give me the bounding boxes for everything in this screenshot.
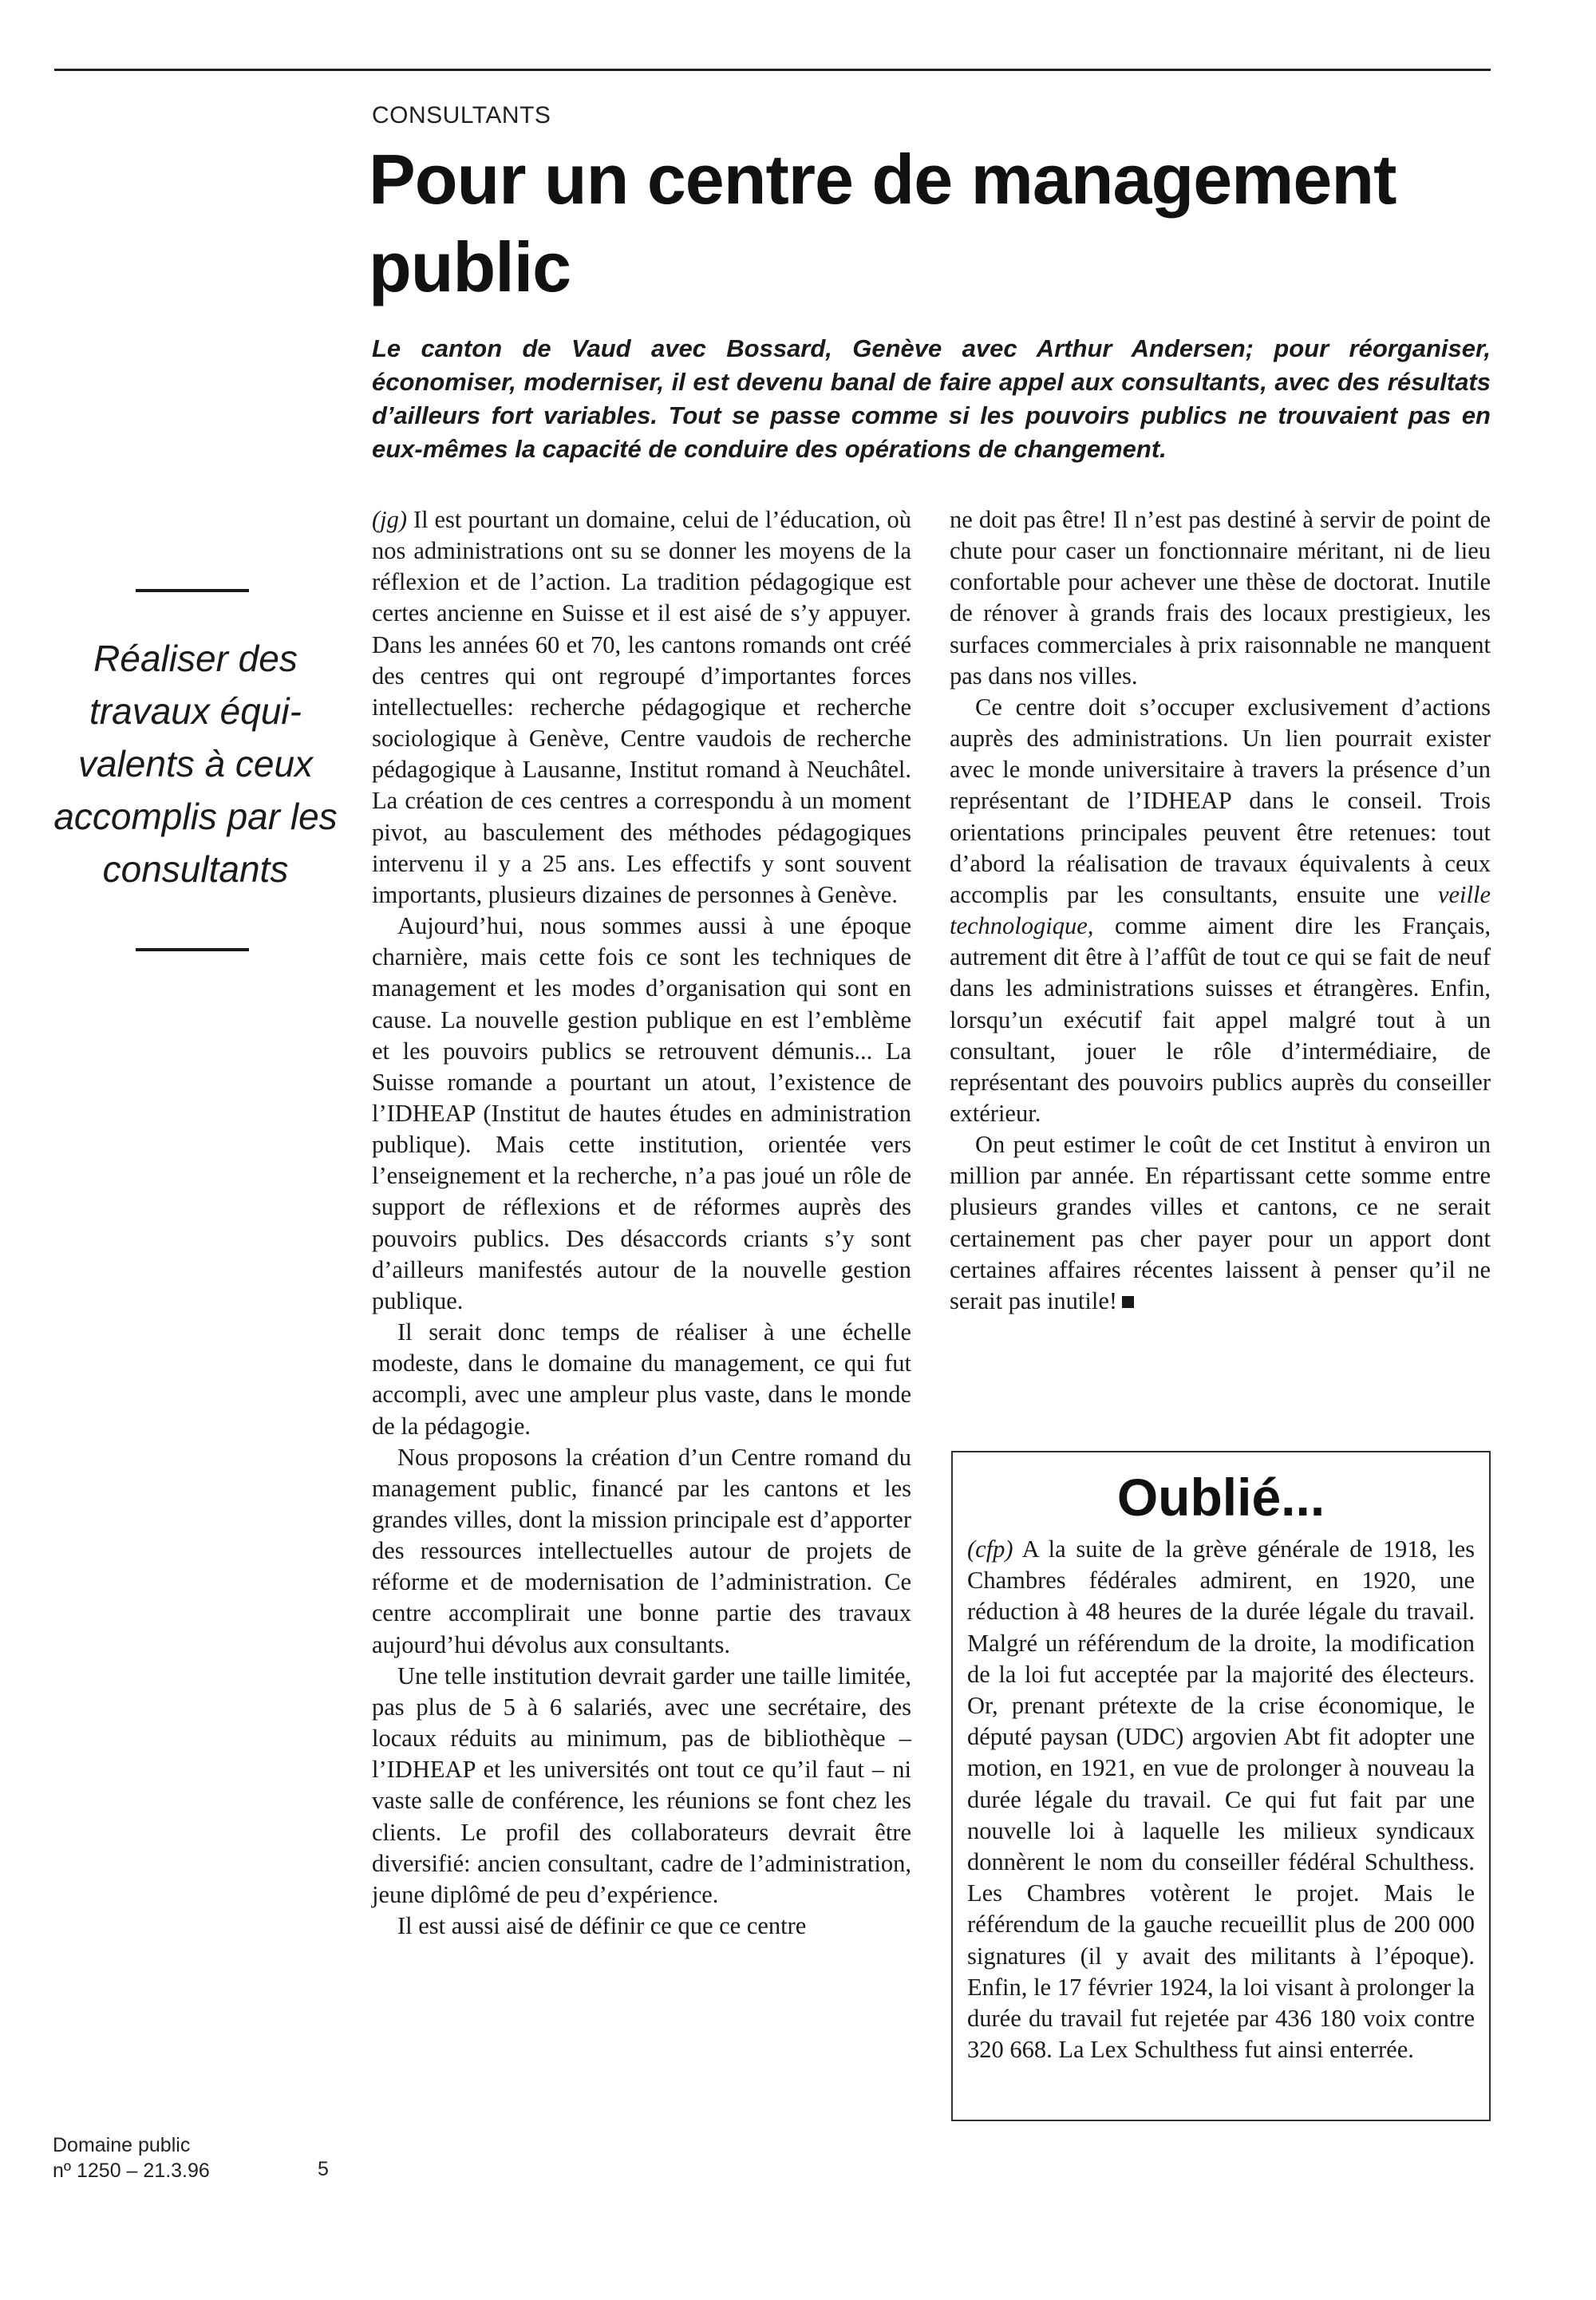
author-initials: (cfp) <box>967 1535 1013 1563</box>
sidebar-box-body: (cfp) A la suite de la grève générale de 1918, les Chambres fédérales admirent, en 1920, une réduction à 48 heures de la durée légale du travail. Malgré un référendum de la droite, la modification de la loi fut acceptée par la majorité des électeurs. Or, prenant prétexte de la crise économique, le député paysan (UDC) argovien Abt fit adopter une motion, en 1921, en vue de prolonger à nouveau la durée légale du travail. Ce qui fut fait par une nouvelle loi à laquelle les milieux syndicaux donnèrent le nom du conseiller fédéral Schulthess. Les Chambres votèrent le projet. Mais le référendum de la gauche recueillit plus de 200 000 signatures (il y avait des militants à l’époque). Enfin, le 17 février 1924, la loi visant à prolonger la durée du travail fut rejetée par 436 180 voix contre 320 668. La Lex Schulthess fut ainsi enterrée. <box>967 1535 1475 2064</box>
publication-name: Domaine public <box>53 2134 191 2156</box>
sidebar-box <box>951 1451 1491 2121</box>
italic-term: veille technologique, <box>950 880 1491 940</box>
sidebar-box-title: Oublié... <box>1116 1468 1325 1527</box>
end-mark-icon <box>1122 1296 1134 1308</box>
footer <box>53 2132 210 2183</box>
article-column-1 <box>372 504 911 1942</box>
article-paragraph: Il serait donc temps de réaliser à une échelle modeste, dans le domaine du management, ce qui fut accompli, avec une ampleur plus vaste, dans le monde de la pédagogie. <box>372 1318 911 1440</box>
article-paragraph: ne doit pas être! Il n’est pas destiné à servir de point de chute pour caser un fonctionnaire méritant, ni de lieu confortable pour achever une thèse de doctorat. Inutile de rénover à grands frais des locaux prestigieux, les surfaces commerciales à prix raisonnable ne manquent pas dans nos villes. <box>950 506 1491 690</box>
article-paragraph: On peut estimer le coût de cet Institut à environ un million par année. En répartissant cette somme entre plusieurs grandes villes et cantons, ce ne serait certainement pas cher payer pour un apport dont certaines affaires récentes laissent à penser qu’il ne serait pas inutile! <box>950 1131 1491 1314</box>
pull-quote: Réaliser des travaux équi-valents à ceux accomplis par les consultants <box>53 638 338 890</box>
article-title: Pour un centre de management public <box>369 140 1396 306</box>
article-paragraph: Une telle institution devrait garder une taille limitée, pas plus de 5 à 6 salariés, avec une secrétaire, des locaux réduits au minimum, pas de bibliothèque – l’IDHEAP et les universités ont tout ce qu’il faut – ni vaste salle de conférence, les réunions se font chez les clients. Le profil des collaborateurs devrait être diversifié: ancien consultant, cadre de l’administration, jeune diplômé de peu d’expérience. <box>372 1662 911 1908</box>
author-initials: (jg) <box>372 506 408 533</box>
top-rule <box>54 69 1491 71</box>
pull-quote-rule-top <box>136 589 249 592</box>
section-kicker: CONSULTANTS <box>372 102 551 128</box>
pull-quote-rule-bottom <box>136 948 249 951</box>
article-paragraph: Ce centre doit s’occuper exclusivement d’actions auprès des administrations. Un lien pourrait exister avec le monde universitaire à travers la présence d’un représentant de l’IDHEAP dans le conseil. Trois orientations principales peuvent être retenues: tout d’abord la réalisation de travaux équivalents à ceux accomplis par les consultants, ensuite une veille technologique, comme aiment dire les Français, autrement dit être à l’affût de tout ce qui se fait de neuf dans les administrations suisses et étrangères. Enfin, lorsqu’un exécutif fait appel malgré tout à un consultant, jouer le rôle d’intermédiaire, de représentant des pouvoirs publics auprès du conseiller extérieur. <box>950 693 1491 1127</box>
article-lead: Le canton de Vaud avec Bossard, Genève avec Arthur Andersen; pour réorganiser, économiser, moderniser, il est devenu banal de faire appel aux consultants, avec des résultats d’ailleurs fort variables. Tout se passe comme si les pouvoirs publics ne trouvaient pas en eux-mêmes la capacité de conduire des opérations de changement. <box>372 334 1491 463</box>
article-paragraph: Il est aussi aisé de définir ce que ce centre <box>397 1912 807 1940</box>
article-paragraph: Aujourd’hui, nous sommes aussi à une époque charnière, mais cette fois ce sont les techniques de management et les modes d’organisation qui sont en cause. La nouvelle gestion publique en est l’emblème et les pouvoirs publics se retrouvent démunis... La Suisse romande a pourtant un atout, l’existence de l’IDHEAP (Institut de hautes études en administration publique). Mais cette institution, orientée vers l’enseignement et la recherche, n’a pas joué un rôle de support de réflexions et de réformes auprès des pouvoirs publics. Des désaccords criants s’y sont d’ailleurs manifestés autour de la nouvelle gestion publique. <box>372 912 911 1314</box>
page-number: 5 <box>318 2158 329 2180</box>
article-paragraph: Nous proposons la création d’un Centre romand du management public, financé par les cantons et les grandes villes, dont la mission principale est d’apporter des ressources intellectuelles autour de projets de réforme et de modernisation de l’administration. Ce centre accomplirait une bonne partie des travaux aujourd’hui dévolus aux consultants. <box>372 1443 911 1658</box>
article-paragraph: (jg) Il est pourtant un domaine, celui de l’éducation, où nos administrations ont su se donner les moyens de la réflexion et de l’action. La tradition pédagogique est certes ancienne en Suisse et il est aisé de s’y appuyer. Dans les années 60 et 70, les cantons romands ont créé des centres qui ont regroupé d’importantes forces intellectuelles: recherche pédagogique et recherche sociologique à Genève, Centre vaudois de recherche pédagogique à Lausanne, Institut romand à Neuchâtel. La création de ces centres a correspondu à un moment pivot, au basculement des méthodes pédagogiques intervenu il y a 25 ans. Les effectifs y sont souvent importants, plusieurs dizaines de personnes à Genève. <box>372 506 911 908</box>
issue-info: nº 1250 – 21.3.96 <box>53 2160 210 2182</box>
article-column-2 <box>950 504 1491 1317</box>
